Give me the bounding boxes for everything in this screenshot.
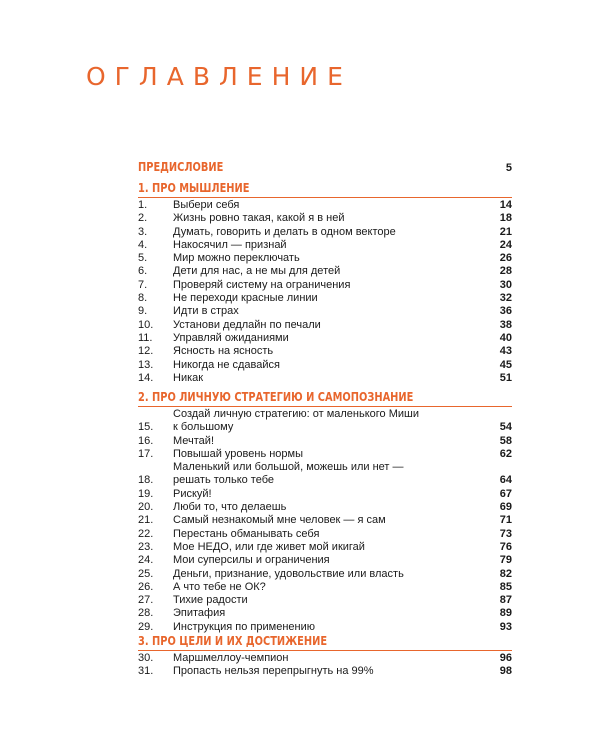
entry-title-line: Мечтай! (173, 434, 215, 447)
toc-entry[interactable] (138, 199, 512, 212)
entry-title-line: Рискуй! (173, 487, 212, 500)
toc-entry[interactable] (138, 665, 512, 678)
entry-title (173, 252, 472, 265)
entry-page: 21 (499, 225, 512, 238)
entry-title-line: Перестань обманывать себя (173, 527, 320, 540)
entry-page: 79 (499, 554, 512, 567)
entry-page: 45 (499, 358, 512, 371)
toc-entry[interactable] (138, 265, 512, 278)
entry-title-line: Самый незнакомый мне человек — я сам (173, 514, 386, 527)
entry-title (173, 514, 472, 527)
entry-title (173, 199, 472, 212)
entry-title-line: Никогда не сдавайся (173, 358, 280, 371)
toc-entry[interactable] (138, 554, 512, 567)
toc-entry[interactable] (138, 408, 512, 435)
entry-title (173, 488, 472, 501)
entry-title (173, 541, 472, 554)
preface-label: ПРЕДИСЛОВИЕ (138, 160, 224, 174)
entry-page: 30 (499, 278, 512, 291)
entry-number: 6. (138, 265, 148, 278)
entry-title (173, 435, 472, 448)
entry-title-line: Повышай уровень нормы (173, 447, 304, 460)
entry-page: 24 (499, 238, 512, 251)
entry-page: 62 (499, 447, 512, 460)
entry-title (173, 621, 472, 634)
entry-title-line: Тихие радости (173, 594, 248, 607)
entry-page: 51 (499, 371, 512, 384)
entry-page: 96 (499, 652, 512, 664)
toc-entry[interactable] (138, 345, 512, 358)
entry-title-line: Дети для нас, а не мы для детей (173, 265, 341, 278)
entry-number: 15. (138, 421, 154, 434)
entry-page: 40 (499, 331, 512, 344)
entry-title (173, 226, 472, 239)
entry-title-line: Выбери себя (173, 199, 240, 211)
entry-number: 21. (138, 514, 154, 527)
entry-title (173, 292, 472, 305)
entry-title-line: Эпитафия (173, 607, 226, 620)
entry-number: 18. (138, 474, 154, 487)
toc-entry[interactable] (138, 319, 512, 332)
entry-title (173, 408, 472, 435)
entry-page: 54 (499, 421, 512, 434)
entry-number: 1. (138, 199, 148, 211)
entry-title-line: Маршмеллоу-чемпион (173, 652, 289, 664)
toc-entry[interactable] (138, 501, 512, 514)
entry-title-line: решать только тебе (173, 474, 275, 487)
entry-number: 14. (138, 371, 154, 384)
entry-number: 23. (138, 540, 154, 553)
entry-title-line: Мои суперсилы и ограничения (173, 554, 330, 567)
entry-number: 26. (138, 580, 154, 593)
entry-number: 28. (138, 607, 154, 620)
entry-page: 38 (499, 318, 512, 331)
entry-number: 19. (138, 487, 154, 500)
toc-entry[interactable] (138, 372, 512, 385)
entry-title-line: Думать, говорить и делать в одном векторе (173, 225, 396, 238)
toc-entry[interactable] (138, 581, 512, 594)
toc-entry[interactable] (138, 607, 512, 620)
entry-number: 31. (138, 665, 154, 678)
entry-number: 17. (138, 447, 154, 460)
entry-title-line: Мое НЕДО, или где живет мой икигай (173, 540, 365, 553)
section-thinking (138, 181, 512, 385)
entry-number: 24. (138, 554, 154, 567)
entry-title (173, 332, 472, 345)
entry-title (173, 345, 472, 358)
entry-page: 18 (499, 212, 512, 225)
entry-title-line: Создай личную стратегию: от маленького Миши (173, 408, 420, 420)
entry-title-line: Накосячил — признай (173, 238, 287, 251)
preface-page: 5 (505, 162, 512, 174)
entry-title (173, 665, 472, 678)
entry-title-line: Жизнь ровно такая, какой я в ней (173, 212, 345, 225)
section-goals (138, 634, 512, 679)
entry-title (173, 528, 472, 541)
entry-page: 32 (499, 292, 512, 305)
entry-title (173, 652, 472, 665)
toc-entry[interactable] (138, 652, 512, 665)
toc-entry[interactable] (138, 435, 512, 448)
entry-title (173, 581, 472, 594)
entry-title-line: Проверяй систему на ограничения (173, 278, 351, 291)
page-title: ОГЛАВЛЕНИЕ (86, 62, 352, 91)
section-personal-strategy (138, 390, 512, 634)
entry-page: 89 (499, 607, 512, 620)
toc-entry[interactable] (138, 514, 512, 527)
entry-title-line: Идти в страх (173, 305, 239, 318)
entry-page: 26 (499, 252, 512, 265)
section-heading[interactable]: 1. ПРО МЫШЛЕНИЕ (138, 181, 250, 195)
entry-title (173, 568, 472, 581)
entry-title (173, 305, 472, 318)
toc-entry[interactable] (138, 528, 512, 541)
entry-number: 11. (138, 331, 153, 344)
entry-title (173, 501, 472, 514)
entry-page: 69 (499, 501, 512, 514)
toc-entry[interactable] (138, 279, 512, 292)
entry-title-line: Никак (173, 371, 204, 384)
entry-number: 9. (138, 305, 148, 318)
toc-entry[interactable] (138, 541, 512, 554)
entry-page: 43 (499, 345, 512, 358)
entry-page: 67 (499, 487, 512, 500)
section-heading[interactable]: 3. ПРО ЦЕЛИ И ИХ ДОСТИЖЕНИЕ (138, 634, 328, 648)
entry-title-line: Ясность на ясность (173, 345, 274, 358)
preface-entry[interactable] (138, 160, 512, 174)
entry-page: 73 (499, 527, 512, 540)
entry-title (173, 319, 472, 332)
entry-number: 5. (138, 252, 148, 265)
entry-number: 29. (138, 620, 154, 633)
entry-title-line: Пропасть нельзя перепрыгнуть на 99% (173, 665, 374, 678)
entry-title-line: Маленький или большой, можешь или нет — (173, 461, 404, 474)
entry-title-line: Люби то, что делаешь (173, 501, 287, 514)
toc-entry[interactable] (138, 239, 512, 252)
toc-entry[interactable] (138, 488, 512, 501)
entry-title (173, 594, 472, 607)
entry-title (173, 554, 472, 567)
entry-page: 71 (499, 514, 512, 527)
entry-page: 58 (499, 434, 512, 447)
toc-entry[interactable] (138, 332, 512, 345)
entry-number: 13. (138, 358, 154, 371)
entry-title-line: Управляй ожиданиями (173, 331, 289, 344)
toc-entry[interactable] (138, 448, 512, 461)
entry-number: 16. (138, 434, 154, 447)
entry-page: 93 (499, 620, 512, 633)
entry-title-line: Установи дедлайн по печали (173, 318, 321, 331)
entry-number: 30. (138, 652, 154, 664)
toc-entry[interactable] (138, 461, 512, 488)
toc-entry[interactable] (138, 212, 512, 225)
entry-number: 12. (138, 345, 154, 358)
entry-title (173, 372, 472, 385)
entry-number: 3. (138, 225, 148, 238)
entry-page: 64 (499, 474, 512, 487)
entry-title (173, 448, 472, 461)
entry-number: 4. (138, 238, 148, 251)
entry-title (173, 461, 472, 488)
entry-number: 22. (138, 527, 154, 540)
entry-number: 25. (138, 567, 154, 580)
entry-number: 10. (138, 318, 154, 331)
entry-number: 7. (138, 278, 148, 291)
entry-title (173, 212, 472, 225)
entry-page: 82 (499, 567, 512, 580)
entry-title (173, 607, 472, 620)
entry-page: 98 (499, 665, 512, 678)
toc-entry[interactable] (138, 292, 512, 305)
entry-title-line: А что тебе не ОК? (173, 580, 266, 593)
entry-page: 85 (499, 580, 512, 593)
toc-entry[interactable] (138, 621, 512, 634)
toc-entry[interactable] (138, 359, 512, 372)
section-divider (138, 650, 512, 651)
entry-page: 14 (499, 199, 512, 211)
entry-number: 2. (138, 212, 148, 225)
toc-entry[interactable] (138, 594, 512, 607)
entry-number: 20. (138, 501, 154, 514)
toc-entry[interactable] (138, 252, 512, 265)
entry-title (173, 359, 472, 372)
entry-number: 27. (138, 594, 154, 607)
entry-title (173, 239, 472, 252)
entry-number: 8. (138, 292, 148, 305)
entry-title (173, 265, 472, 278)
entry-page: 28 (499, 265, 512, 278)
entry-page: 36 (499, 305, 512, 318)
entry-title (173, 279, 472, 292)
entry-title-line: Деньги, признание, удовольствие или власть (173, 567, 404, 580)
toc-entry[interactable] (138, 568, 512, 581)
section-divider (138, 406, 512, 407)
entry-title-line: Мир можно переключать (173, 252, 300, 265)
toc-entry[interactable] (138, 226, 512, 239)
entry-page: 87 (499, 594, 512, 607)
entry-title-line: к большому (173, 421, 234, 434)
entry-title-line: Не переходи красные линии (173, 292, 318, 305)
entry-title-line: Инструкция по применению (173, 620, 315, 633)
toc-entry[interactable] (138, 305, 512, 318)
section-divider (138, 197, 512, 198)
section-heading[interactable]: 2. ПРО ЛИЧНУЮ СТРАТЕГИЮ И САМОПОЗНАНИЕ (138, 390, 414, 404)
entry-page: 76 (499, 540, 512, 553)
